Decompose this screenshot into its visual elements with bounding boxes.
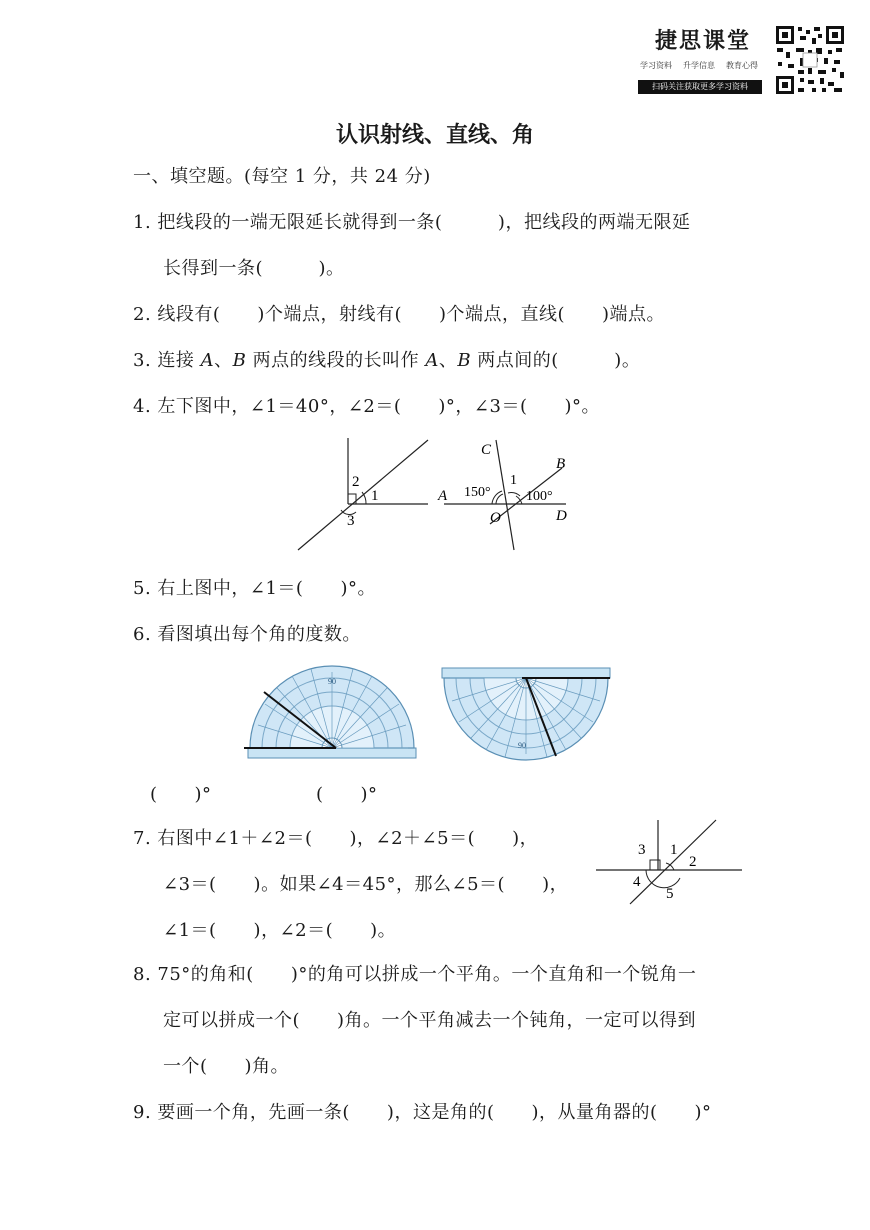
question-5: 5. 右上图中，∠1＝( )°。 [133,578,376,599]
brand-tag-3: 教育心得 [726,61,758,70]
fig2-label-A: A [438,488,448,504]
fig2-label-B: B [556,456,566,472]
question-7-line-1: 7. 右图中∠1＋∠2＝( )，∠2＋∠5＝( )， [133,828,539,849]
fig2-label-150: 150° [464,485,491,500]
protractor-left [244,664,420,762]
brand-banner: 扫码关注获取更多学习资料 [638,80,762,94]
question-8-line-3: 一个( )角。 [163,1056,290,1077]
page-title: 认识射线、直线、角 [335,123,534,148]
fig2-label-100: 100° [526,489,553,504]
question-6-answer-1: ( )° [150,784,212,805]
protractor-right [438,664,614,762]
protractor-left-mark: 90 [328,677,336,686]
brand-tag-1: 学习资料 [640,61,672,70]
fig2-label-D: D [556,508,567,524]
brand-tag-2: 升学信息 [683,61,715,70]
question-1-line-1: 1. 把线段的一端无限延长就得到一条( )，把线段的两端无限延 [133,212,691,233]
angle-figure-q7 [596,816,746,908]
section-heading: 一、填空题。(每空 1 分，共 24 分) [133,166,431,187]
question-7-line-2: ∠3＝( )。如果∠4＝45°，那么∠5＝( )， [163,874,569,895]
fig1-label-1: 1 [371,488,379,504]
angle-figure-left [290,436,440,554]
fig3-label-1: 1 [670,842,678,858]
protractor-right-mark: 90 [518,741,526,750]
brand-name: 捷思课堂 [654,28,751,54]
fig2-label-O: O [490,510,501,526]
fig2-label-C: C [481,442,492,458]
fig3-label-5: 5 [666,886,674,902]
question-8-line-2: 定可以拼成一个( )角。一个平角减去一个钝角，一定可以得到 [163,1010,697,1031]
fig3-label-3: 3 [638,842,646,858]
fig1-label-3: 3 [347,513,355,529]
question-9: 9. 要画一个角，先画一条( )，这是角的( )，从量角器的( )° [133,1102,712,1123]
angle-figure-right [430,436,580,554]
fig3-label-4: 4 [633,874,641,890]
question-4: 4. 左下图中，∠1＝40°，∠2＝( )°，∠3＝( )°。 [133,396,600,417]
fig1-label-2: 2 [352,474,360,490]
fig2-label-1: 1 [510,473,517,488]
question-1-line-2: 长得到一条( )。 [163,258,345,279]
question-7-line-3: ∠1＝( )，∠2＝( )。 [163,920,397,941]
question-8-line-1: 8. 75°的角和( )°的角可以拼成一个平角。一个直角和一个锐角一 [133,964,697,985]
qr-code-icon [774,24,846,96]
fig3-label-2: 2 [689,854,697,870]
question-2: 2. 线段有( )个端点，射线有( )个端点，直线( )端点。 [133,304,666,325]
question-3: 3. 连接 A、B 两点的线段的长叫作 A、B 两点间的( )。 [133,350,641,371]
question-6: 6. 看图填出每个角的度数。 [133,624,361,645]
question-6-answer-2: ( )° [316,784,378,805]
